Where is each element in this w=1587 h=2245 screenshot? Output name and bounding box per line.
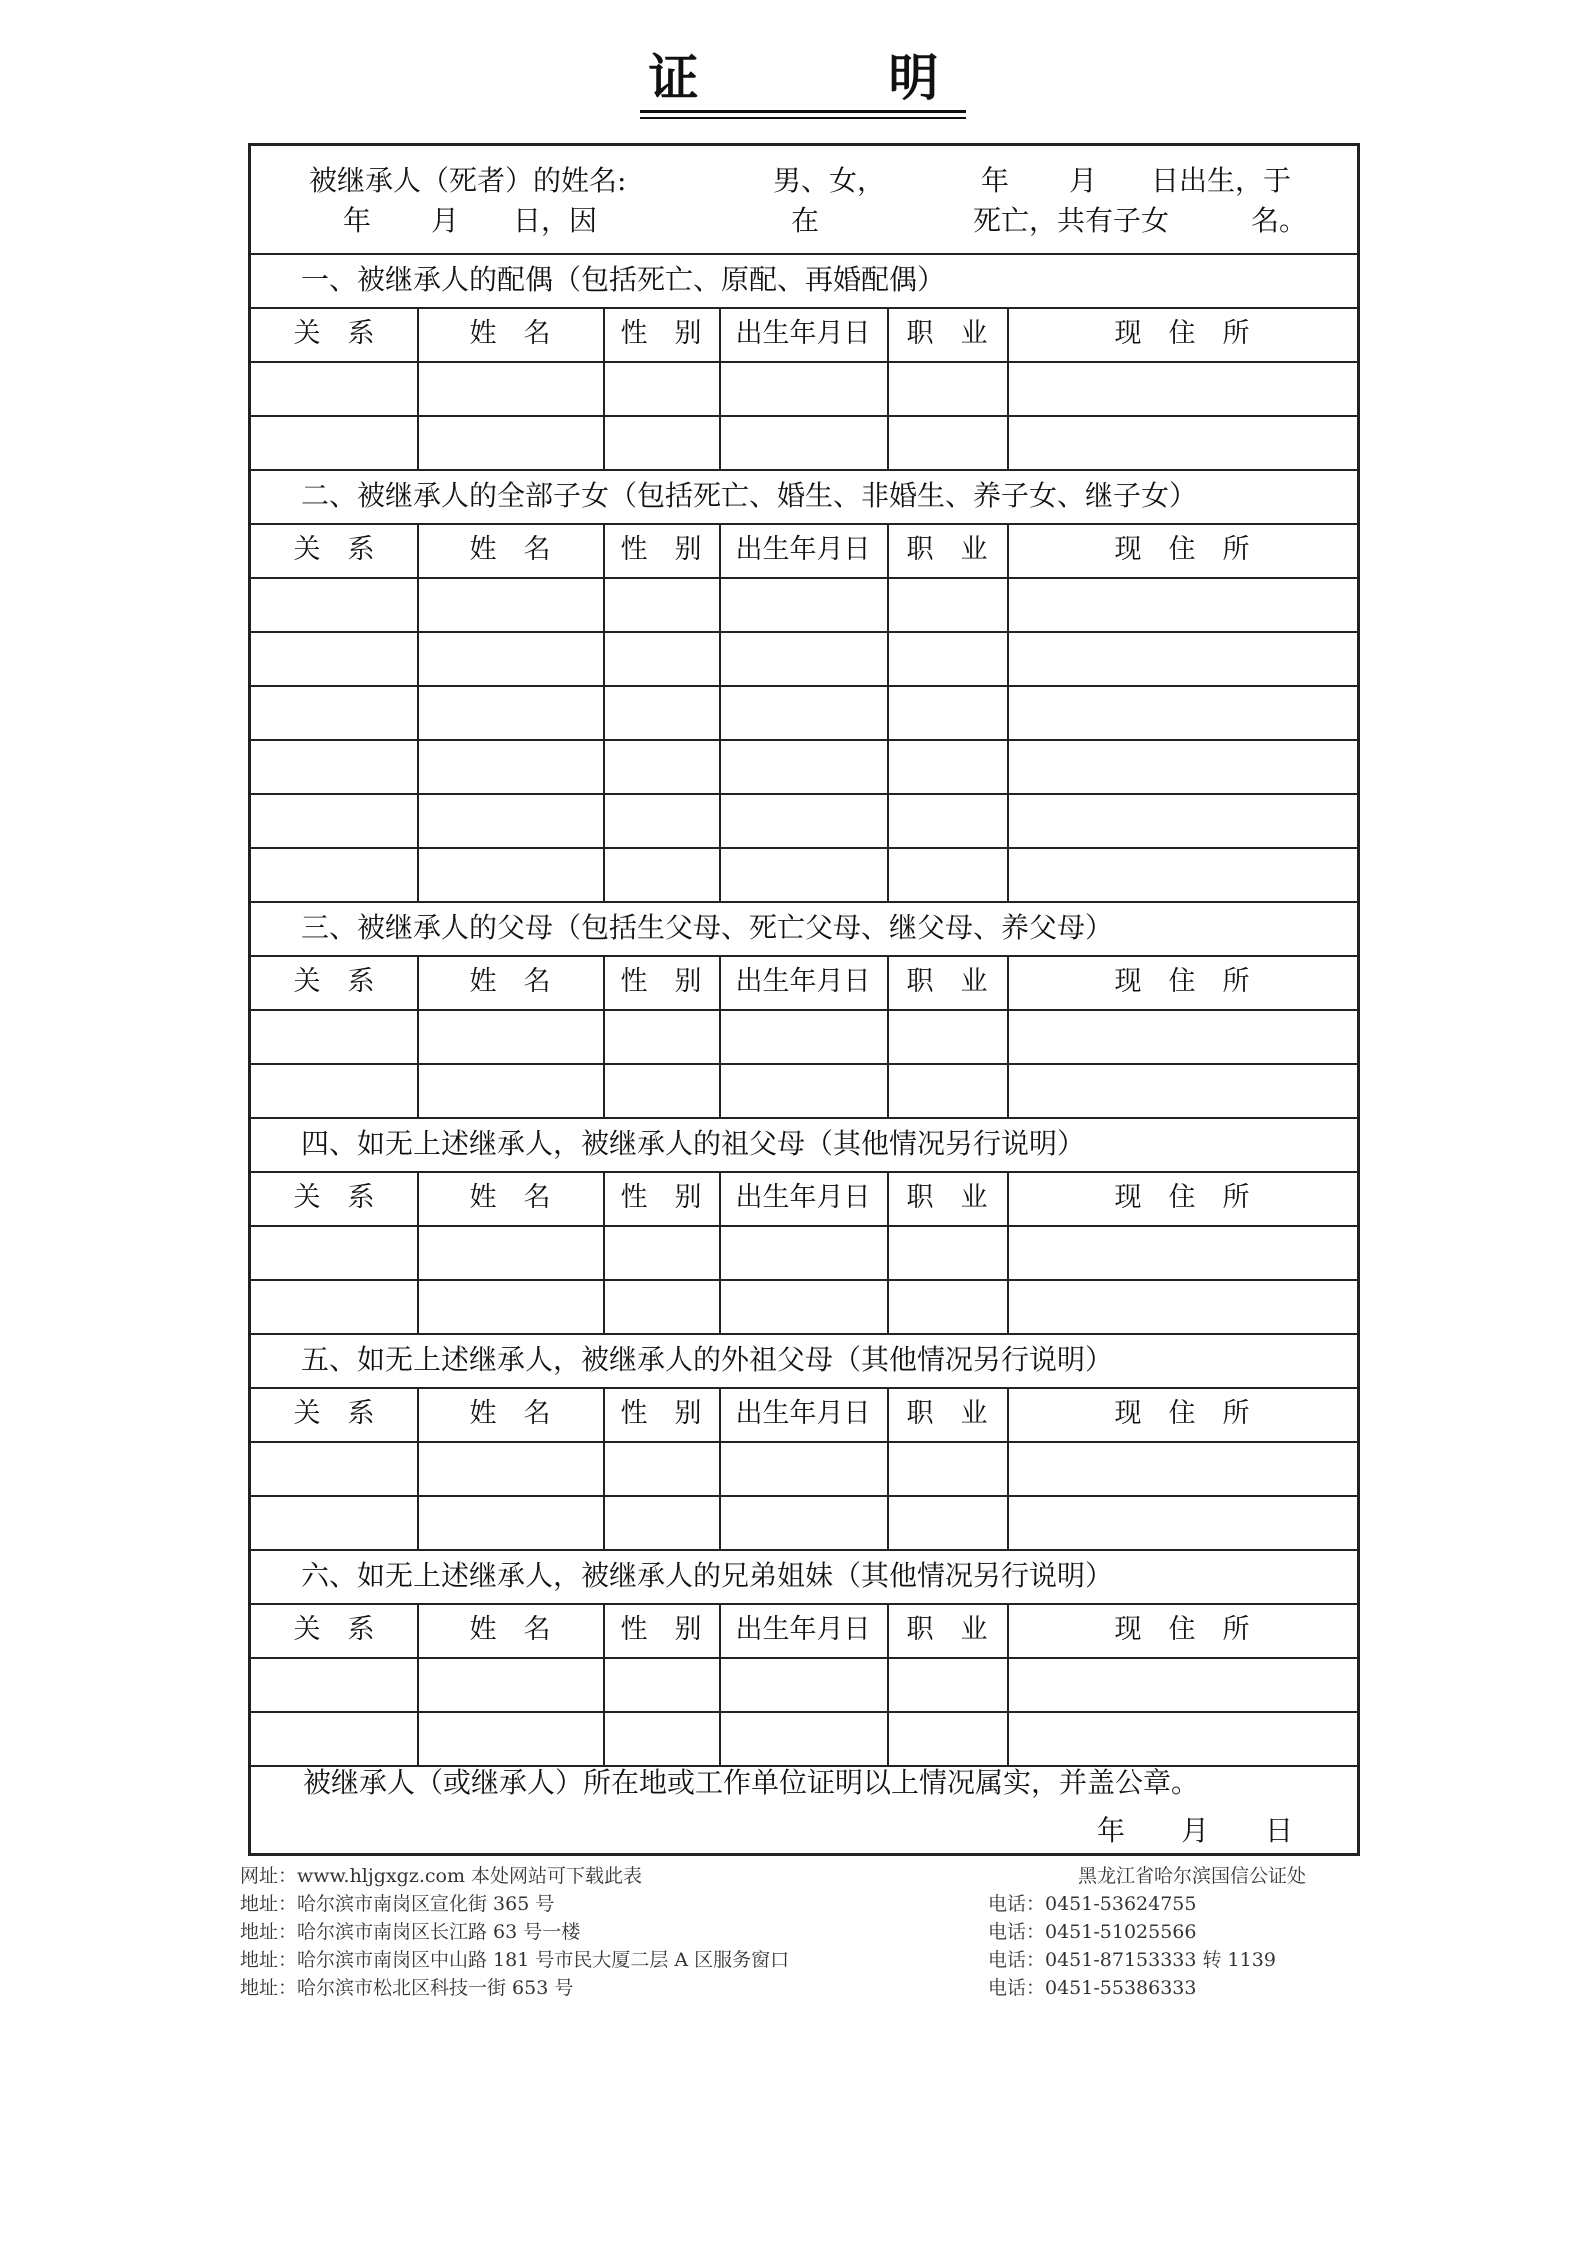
- section-title-1: 一、被继承人的配偶（包括死亡、原配、再婚配偶）: [301, 263, 946, 296]
- column-header: 出生年月日: [735, 1614, 871, 1645]
- column-divider: [603, 1603, 605, 1765]
- column-divider: [603, 307, 605, 469]
- section-title-2: 二、被继承人的全部子女（包括死亡、婚生、非婚生、养子女、继子女）: [301, 479, 1198, 512]
- column-header: 姓 名: [469, 1398, 551, 1429]
- column-header: 出生年月日: [735, 966, 871, 997]
- column-header: 出生年月日: [735, 534, 871, 565]
- intro-name-label: 被继承人（死者）的姓名:: [309, 164, 627, 197]
- intro-death-month-label: 月: [431, 204, 460, 237]
- column-divider: [719, 1171, 721, 1333]
- title-underline: [640, 110, 966, 113]
- page-title: 证 明: [648, 48, 1009, 107]
- column-divider: [603, 1387, 605, 1549]
- column-header: 关 系: [293, 1614, 375, 1645]
- footer-address-1: 地址：哈尔滨市南岗区宣化街 365 号: [240, 1893, 555, 1915]
- column-header: 职 业: [906, 318, 988, 349]
- column-divider: [417, 1387, 419, 1549]
- column-divider: [719, 1387, 721, 1549]
- footer-website: 网址：www.hljgxgz.com 本处网站可下载此表: [240, 1865, 643, 1887]
- intro-children-label: 死亡，共有子女: [973, 204, 1170, 237]
- footer-address-3: 地址：哈尔滨市南岗区中山路 181 号市民大厦二层 A 区服务窗口: [240, 1949, 790, 1971]
- column-divider: [719, 1603, 721, 1765]
- column-header: 出生年月日: [735, 1182, 871, 1213]
- table-row-line: [251, 1549, 1357, 1551]
- footer-address-4: 地址：哈尔滨市松北区科技一街 653 号: [240, 1977, 574, 1999]
- column-header: 职 业: [906, 966, 988, 997]
- column-header: 姓 名: [469, 534, 551, 565]
- column-header: 性 别: [620, 318, 702, 349]
- column-divider: [603, 955, 605, 1117]
- column-divider: [719, 307, 721, 469]
- footer-address-2: 地址：哈尔滨市南岗区长江路 63 号一楼: [240, 1921, 581, 1943]
- column-header: 姓 名: [469, 318, 551, 349]
- column-header: 关 系: [293, 318, 375, 349]
- column-divider: [719, 955, 721, 1117]
- column-header: 现 住 所: [1114, 1182, 1250, 1213]
- column-header: 性 别: [620, 1182, 702, 1213]
- column-header: 职 业: [906, 1614, 988, 1645]
- page-title-wrap: [0, 48, 1587, 108]
- column-divider: [887, 955, 889, 1117]
- section-title-4: 四、如无上述继承人，被继承人的祖父母（其他情况另行说明）: [301, 1127, 1086, 1160]
- footer-tel-2: 电话：0451-51025566: [988, 1921, 1197, 1943]
- column-divider: [719, 523, 721, 901]
- column-header: 现 住 所: [1114, 966, 1250, 997]
- column-divider: [1007, 1603, 1009, 1765]
- column-header: 性 别: [620, 534, 702, 565]
- column-header: 关 系: [293, 1398, 375, 1429]
- intro-death-cause-label: 日，因: [513, 204, 598, 237]
- footer-tel-3: 电话：0451-87153333 转 1139: [988, 1949, 1276, 1971]
- column-divider: [417, 523, 419, 901]
- column-divider: [887, 307, 889, 469]
- column-header: 职 业: [906, 534, 988, 565]
- column-header: 关 系: [293, 1182, 375, 1213]
- table-row-line: [251, 1117, 1357, 1119]
- intro-gender-label: 男、女，: [773, 164, 886, 197]
- column-header: 出生年月日: [735, 318, 871, 349]
- section-title-6: 六、如无上述继承人，被继承人的兄弟姐妹（其他情况另行说明）: [301, 1559, 1114, 1592]
- column-header: 现 住 所: [1114, 534, 1250, 565]
- column-divider: [603, 523, 605, 901]
- column-divider: [887, 1603, 889, 1765]
- column-header: 现 住 所: [1114, 1614, 1250, 1645]
- column-header: 现 住 所: [1114, 318, 1250, 349]
- title-underline-thin: [640, 117, 966, 119]
- intro-divider: [251, 253, 1357, 255]
- intro-death-place-label: 在: [791, 204, 820, 237]
- column-header: 姓 名: [469, 966, 551, 997]
- section-title-3: 三、被继承人的父母（包括生父母、死亡父母、继父母、养父母）: [301, 911, 1114, 944]
- column-header: 性 别: [620, 1614, 702, 1645]
- column-divider: [417, 307, 419, 469]
- certificate-form: [248, 143, 1360, 1856]
- column-divider: [1007, 1171, 1009, 1333]
- cert-date-month: 月: [1181, 1814, 1210, 1847]
- intro-children-unit: 名。: [1251, 204, 1308, 237]
- certification-statement: 被继承人（或继承人）所在地或工作单位证明以上情况属实，并盖公章。: [303, 1766, 1200, 1799]
- column-header: 出生年月日: [735, 1398, 871, 1429]
- column-divider: [1007, 955, 1009, 1117]
- column-divider: [1007, 1387, 1009, 1549]
- column-header: 关 系: [293, 534, 375, 565]
- cert-date-year: 年: [1097, 1814, 1126, 1847]
- column-header: 性 别: [620, 1398, 702, 1429]
- column-header: 关 系: [293, 966, 375, 997]
- intro-birth-year-label: 年: [981, 164, 1010, 197]
- column-divider: [887, 523, 889, 901]
- column-divider: [887, 1387, 889, 1549]
- table-row-line: [251, 1333, 1357, 1335]
- column-divider: [887, 1171, 889, 1333]
- table-row-line: [251, 901, 1357, 903]
- intro-birth-day-label: 日出生，于: [1151, 164, 1292, 197]
- column-header: 性 别: [620, 966, 702, 997]
- cert-date-day: 日: [1265, 1814, 1294, 1847]
- section-title-5: 五、如无上述继承人，被继承人的外祖父母（其他情况另行说明）: [301, 1343, 1114, 1376]
- intro-death-year-label: 年: [343, 204, 372, 237]
- footer-tel-1: 电话：0451-53624755: [988, 1893, 1197, 1915]
- column-divider: [417, 1603, 419, 1765]
- column-divider: [603, 1171, 605, 1333]
- column-header: 姓 名: [469, 1614, 551, 1645]
- column-header: 姓 名: [469, 1182, 551, 1213]
- column-divider: [417, 1171, 419, 1333]
- intro-birth-month-label: 月: [1069, 164, 1098, 197]
- footer-tel-4: 电话：0451-55386333: [988, 1977, 1197, 1999]
- column-header: 现 住 所: [1114, 1398, 1250, 1429]
- column-header: 职 业: [906, 1398, 988, 1429]
- column-divider: [1007, 523, 1009, 901]
- table-row-line: [251, 469, 1357, 471]
- footer-org: 黑龙江省哈尔滨国信公证处: [1078, 1865, 1307, 1887]
- column-header: 职 业: [906, 1182, 988, 1213]
- column-divider: [417, 955, 419, 1117]
- column-divider: [1007, 307, 1009, 469]
